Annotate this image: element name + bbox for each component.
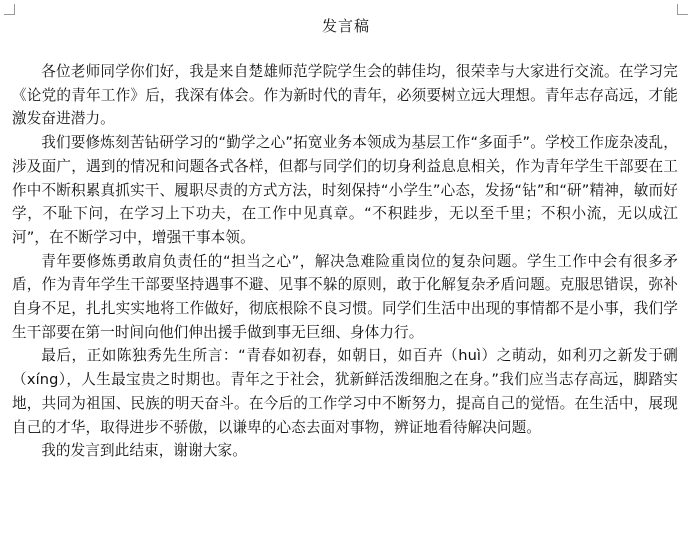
- paragraph-greeting: 各位老师同学你们好，我是来自楚雄师范学院学生会的韩佳均，很荣幸与大家进行交流。在学习完《论党的青年工作》后，我深有体会。作为新时代的青年，必须要树立远大理想。青年志存高远，才能激发奋进潜力。: [12, 63, 678, 128]
- page-corner-mark-top-right: [677, 4, 688, 15]
- page-corner-mark-top-left: [4, 4, 15, 15]
- paragraph-closing: 我的发言到此结束，谢谢大家。: [41, 442, 247, 460]
- paragraph-responsibility: 青年要修炼勇敢肩负责任的“担当之心”，解决急难险重岗位的复杂问题。学生工作中会有很多矛盾，作为青年学生干部要坚持遇事不避、见事不躲的原则，敢于化解复杂矛盾问题。克服思错误，弥补自身不足，扎扎实实地将工作做好，彻底根除不良习惯。同学们生活中出现的事情都不是小事，我们学生干部要在第一时间向他们伸出援手做到事无巨细、身体力行。: [12, 252, 678, 341]
- paragraph-diligent-study: 我们要修炼刻苦钻研学习的“勤学之心”拓宽业务本领成为基层工作“多面手”。学校工作庞杂凌乱，涉及面广，遇到的情况和问题各式各样，但都与同学们的切身利益息息相关，作为青年学生干部要在工作中不断积累真抓实干、履职尽责的方式方法，时刻保持“小学生”心态，发扬“钻”和“研”精神，敏而好学，不耻下问，在学习上下功夫，在工作中见真章。“不积跬步，无以至千里；不积小流，无以成江河”，在不断学习中，增强干事本领。: [12, 134, 678, 246]
- paragraph-conclusion-quote: 最后，正如陈独秀先生所言：“青春如初春，如朝日，如百卉（huì）之萌动，如利刃之新发于硎（xíng），人生最宝贵之时期也。青年之于社会，犹新鲜活泼细胞之在身。”我们应当志存高远，脚踏实地，共同为祖国、民族的明天奋斗。在今后的工作学习中不断努力，提高自己的觉悟。在生活中，展现自己的才华，取得进步不骄傲，以谦卑的心态去面对事物，辨证地看待解决问题。: [12, 347, 678, 436]
- document-title: 发言稿: [321, 17, 370, 35]
- document-body[interactable]: [12, 60, 678, 463]
